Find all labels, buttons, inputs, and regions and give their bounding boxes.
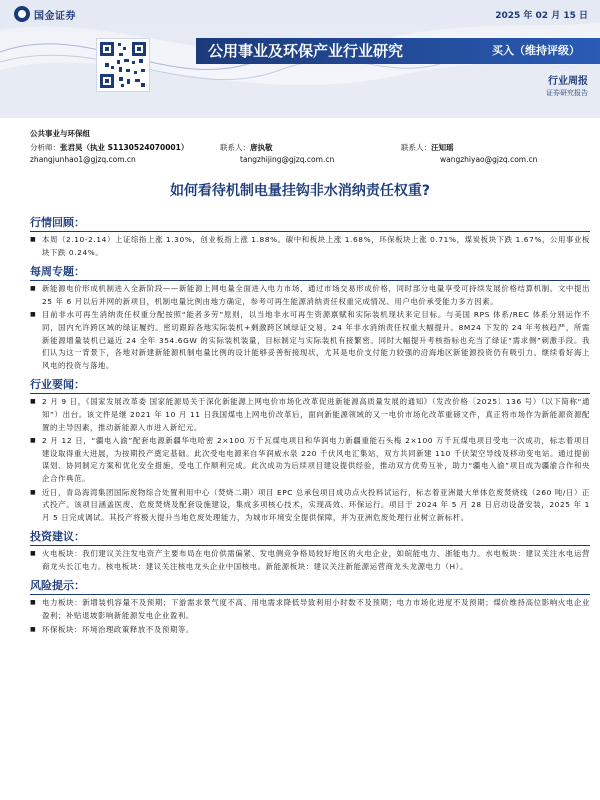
brand-logo <box>14 6 76 22</box>
bullet-icon: ■ <box>30 599 36 607</box>
analyst-info <box>30 128 582 164</box>
list-item: ■ 环保板块：环境治理政策释放不及预期等。 <box>30 624 590 637</box>
report-body <box>30 210 590 637</box>
report-subtitle: 证券研究报告 <box>546 89 588 97</box>
analyst-2: 联系人：唐执敬 <box>220 143 273 152</box>
section-title-weekly: 每周专题： <box>30 263 590 281</box>
title-band <box>200 38 600 64</box>
report-type: 行业周报 <box>548 76 588 87</box>
analyst-3: 联系人：汪知瑶 <box>401 143 454 152</box>
bullet-icon: ■ <box>30 236 36 243</box>
list-item: ■ 近日，青岛海湾集团国际废物综合处置利用中心（焚烧二期）项目 EPC 总承包项目成功点火投料试运行，标志着亚洲最大单体危废焚烧线（260 吨/日）正式投产。该项目涵盖医废、危废焚烧及配套设施建设，集成多项核心技术，实现高效、环保运行。项目于 2024 年 5 月 28 日启动设备安装，2025 年 1 月 5 日完成调试。其投产将极大提升当地危废处理能力，为城市环境安全提供保障，并为亚洲危废处理行业树立新标杆。 <box>30 487 590 525</box>
bullet-icon: ■ <box>30 550 36 558</box>
list-item: ■ 火电板块：我们建议关注发电资产主要布局在电价供需偏紧、发电侧竞争格局较好地区的火电企业，如皖能电力、浙能电力。水电板块：建议关注水电运营商龙头长江电力。核电板块：建议关注核电龙头企业中国核电。新能源板块：建议关注新能源运营商龙头龙源电力（H）。 <box>30 548 590 573</box>
report-date: 2025 年 02 月 15 日 <box>495 11 588 21</box>
section-title-risk: 风险提示： <box>30 577 590 595</box>
bullet-icon: ■ <box>30 437 36 445</box>
analyst-names-row <box>30 142 582 153</box>
section-title-news: 行业要闻： <box>30 376 590 394</box>
analyst-1: 分析师：张君昊（执业 S1130524070001） <box>30 143 189 152</box>
analyst-2-email[interactable]: tangzhijing@gjzq.com.cn <box>240 155 335 164</box>
sector-name: 公共事业与环保组 <box>30 129 90 138</box>
report-title: 公用事业及环保产业行业研究 <box>208 42 404 60</box>
list-item: ■ 2 月 9 日，《国家发展改革委 国家能源局关于深化新能源上网电价市场化改革促进新能源高质量发展的通知》（发改价格〔2025〕136 号）（以下简称“通知”）出台。该文件是继 2021 年 10 月 11 日我国煤电上网电价改革后，面向新能源领域的又一电价市场化改革重磅文件，真正将市场作为新能源资源配置的主导因素，推动新能源入市进入新纪元。 <box>30 396 590 434</box>
analyst-3-email[interactable]: wangzhiyao@gjzq.com.cn <box>440 155 538 164</box>
list-item: ■ 本周（2.10-2.14）上证综指上涨 1.30%，创业板指上涨 1.88%。碳中和板块上涨 1.68%，环保板块上涨 0.71%，煤炭板块下跌 1.67%，公用事业板块下跌 0.24%。 <box>30 234 590 259</box>
qr-code-icon <box>96 38 150 92</box>
rating-label: 买入（维持评级） <box>492 44 580 57</box>
bullet-icon: ■ <box>30 285 36 293</box>
list-item: ■ 电力板块：新增装机容量不及预期；下游需求景气度不高、用电需求降低导致利用小时数不及预期；电力市场化进度不及预期；煤价维持高位影响火电企业盈利；补贴退坡影响新能源发电企业盈利。 <box>30 597 590 622</box>
report-header-banner <box>0 0 600 118</box>
section-title-review: 行情回顾： <box>30 214 590 232</box>
list-item: ■ 目前非水可再生消纳责任权重分配按照“能者多劳”原则，以当地非水可再生资源禀赋和实际装机现状来定目标。与美国 RPS 体系/REC 体系分别运作不同，国内允许跨区域的绿证履约。密切跟踪各地实际装机+剩激跨区域绿证交易，24 年非水消纳责任权重大幅提升。8M24 下发的 24 年考核趋严，所需新能源增量装机已逼近 24 全年 354.6GW 的实际装机装量，目标制定与实际装机有接繁密。同时大幅提升考核指标也充当了绿证“需求侧”刺激手段。我们认为这一背景下，各地对新建新能源机制电量比例的设计能够妥善衔接现状，尤其是电价支付能力较强的沿海地区新能源投资仍有吸引力。继续看好海上风电的投资与落地。 <box>30 309 590 372</box>
report-headline: 如何看待机制电量挂钩非水消纳责任权重? <box>169 183 431 199</box>
list-item: ■ 新能源电价形成机制进入全新阶段——新能源上网电量全面进入电力市场、通过市场交易形成价格，同时部分电量享受可持续发展价格结算机制。文中提出 25 年 6 月以后并网的新项目，机制电量比例由地方确定，参考可再生能源消纳责任权重完成情况、用户电价承受能力多方因素。 <box>30 283 590 308</box>
brand-logo-icon <box>14 6 30 22</box>
analyst-emails-row <box>30 155 582 164</box>
analyst-1-email[interactable]: zhangjunhao1@gjzq.com.cn <box>30 155 136 164</box>
brand-name: 国金证券 <box>34 10 76 22</box>
section-title-advice: 投资建议： <box>30 528 590 546</box>
list-item: ■ 2 月 12 日，“疆电入渝”配套电源新疆华电哈密 2×100 万千瓦煤电项目和华润电力新疆重能石头梅 2×100 万千瓦煤电项目受电一次成功，标志着项目建设取得重大进展，为按期投产奠定基础。此次受电电源来自华润威水泉 220 千伏风电汇集站，双方共同新建 110 千伏架空导线及移动变电站。通过提前谋划、协同制定方案和优化安全措施，受电工作顺利完成。此次成功为后续项目建设提供经验，推动双方优势互补，助力“疆电入渝”项目成为疆渝合作和央企合作典范。 <box>30 435 590 485</box>
bullet-icon: ■ <box>30 311 36 319</box>
bullet-icon: ■ <box>30 488 36 496</box>
bullet-icon: ■ <box>30 398 36 406</box>
bullet-icon: ■ <box>30 625 36 633</box>
